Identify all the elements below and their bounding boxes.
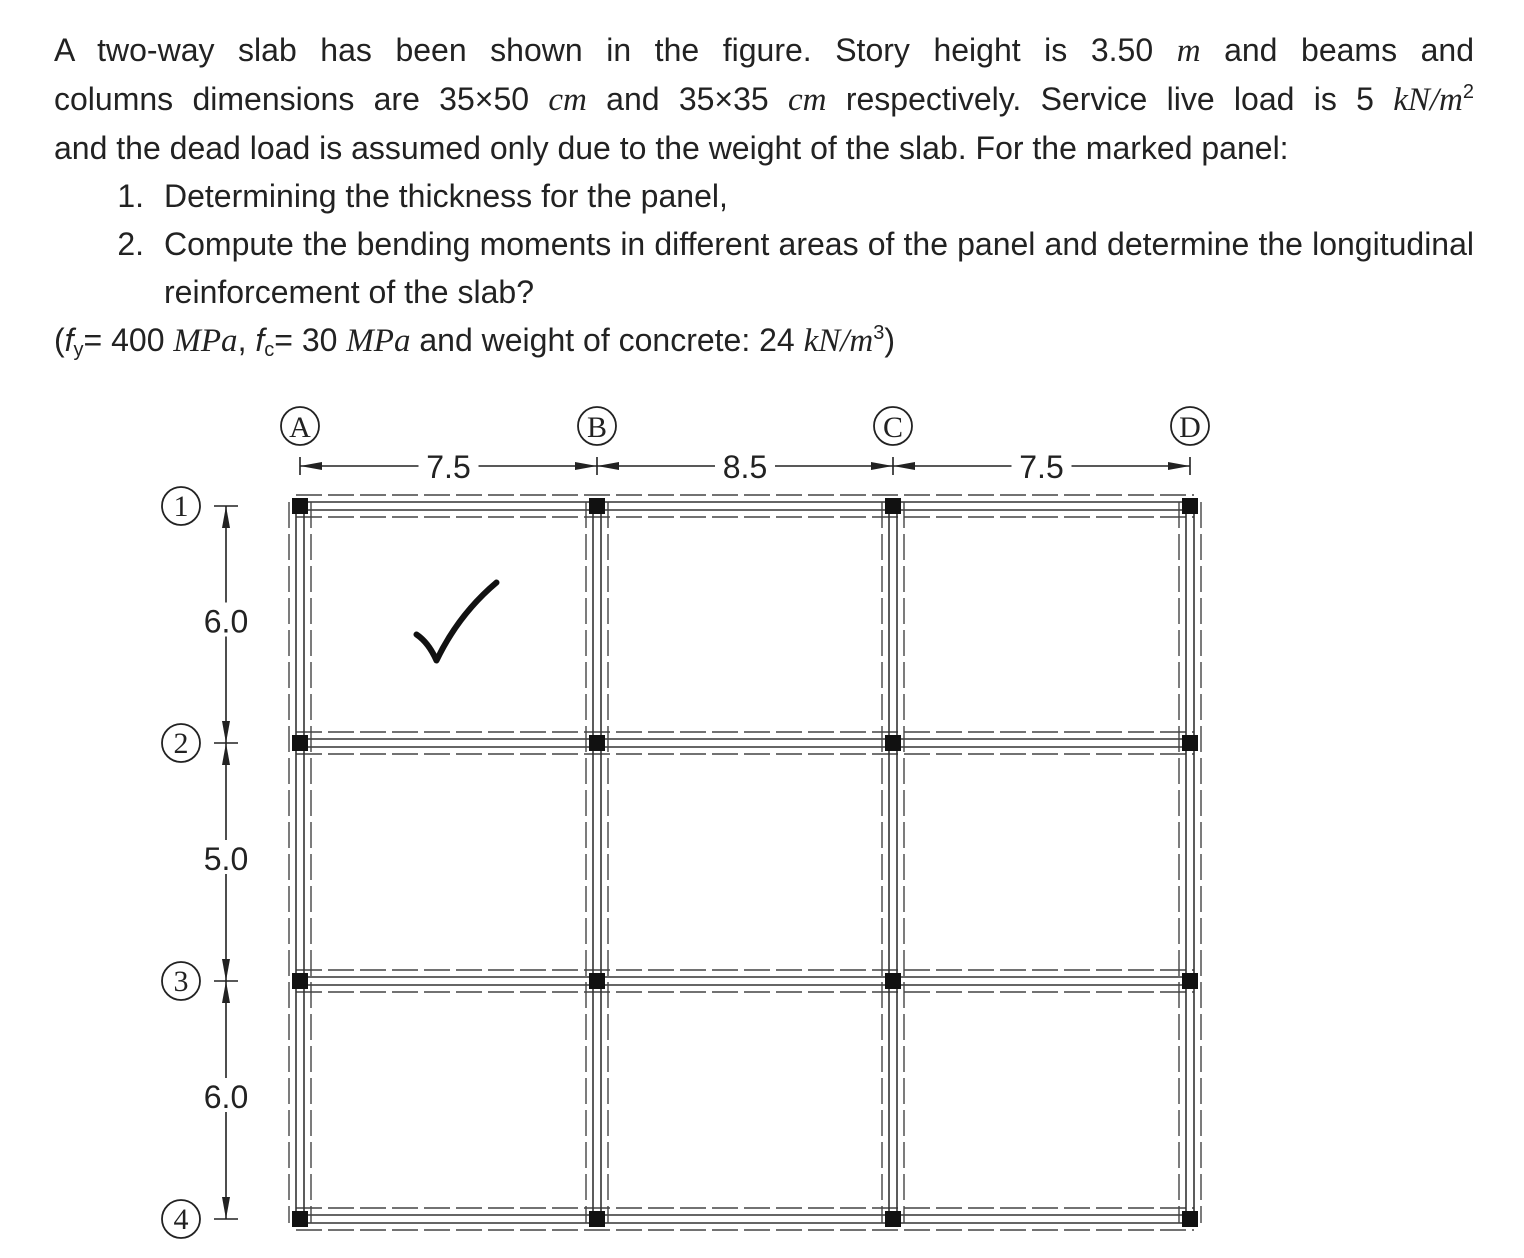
problem-line-3: and the dead load is assumed only due to the weight of the slab. For the marked panel: (54, 130, 1289, 166)
span-x-label-1: 7.5 (426, 449, 471, 485)
dimension-arrow-x (871, 462, 893, 470)
unit: cm (788, 82, 827, 118)
span-x-label-2: 8.5 (722, 449, 768, 485)
unit: m (1176, 33, 1201, 69)
grid-label-3: 3 (173, 965, 189, 998)
dimension-arrow-y (222, 506, 230, 528)
column-A1 (292, 498, 308, 514)
column-B4 (589, 1211, 605, 1227)
superscript: 2 (1462, 81, 1475, 103)
dimension-arrow-x (893, 462, 915, 470)
span-y-label-1: 6.0 (203, 603, 249, 640)
dimension-arrow-y (222, 981, 230, 1003)
task-text: Compute the bending moments in different areas of the panel and determine the longitudinal reinforcement of the slab? (164, 226, 1474, 310)
task-number: 2. (117, 226, 144, 262)
text: respectively. Service live load is 5 (826, 81, 1394, 117)
unit: kN/m (803, 323, 874, 359)
dimension-arrow-y (222, 743, 230, 765)
dimension-arrow-x (575, 462, 597, 470)
column-A4 (292, 1211, 308, 1227)
unit: MPa (346, 323, 411, 359)
column-A2 (292, 735, 308, 751)
subscript: c (264, 339, 275, 361)
column-B3 (589, 973, 605, 989)
column-B1 (589, 498, 605, 514)
grid-label-2: 2 (173, 727, 189, 760)
grid-label-4: 4 (173, 1203, 189, 1236)
text: and beams and (1200, 32, 1475, 68)
dimension-arrow-y (222, 721, 230, 743)
paren: ( (54, 322, 65, 358)
span-y-label-3: 6.0 (203, 1079, 249, 1115)
fy-value: = 400 (83, 322, 174, 358)
fc-value: = 30 (274, 322, 347, 358)
grid-label-C: C (882, 411, 904, 444)
column-D4 (1182, 1211, 1198, 1227)
text: and 35×35 (586, 81, 789, 117)
column-B2 (589, 735, 605, 751)
column-D1 (1182, 498, 1198, 514)
span-x-label-3: 7.5 (1019, 449, 1064, 485)
column-D3 (1182, 973, 1198, 989)
paren: ) (884, 322, 896, 358)
column-C4 (885, 1211, 901, 1227)
task-number: 1. (117, 178, 144, 214)
grid-label-1: 1 (173, 490, 189, 523)
fy-symbol: f (64, 322, 74, 358)
dimension-arrow-x (597, 462, 619, 470)
grid-label-A: A (289, 411, 311, 444)
column-C3 (885, 973, 901, 989)
grid-label-B: B (586, 411, 608, 444)
span-y-label-2: 5.0 (203, 841, 249, 877)
dimension-arrow-x (1168, 462, 1190, 470)
dimension-arrow-x (300, 462, 322, 470)
marked-panel-checkmark-icon (417, 583, 497, 661)
fc-symbol: f (255, 322, 265, 358)
dimension-arrow-y (222, 1197, 230, 1219)
concrete-weight-text: and weight of concrete: 24 (410, 322, 804, 358)
column-C1 (885, 498, 901, 514)
unit: MPa (173, 323, 238, 359)
grid-label-D: D (1179, 411, 1201, 444)
column-C2 (885, 735, 901, 751)
text: columns dimensions are 35×50 (54, 81, 549, 117)
superscript: 3 (873, 322, 885, 344)
task-text: Determining the thickness for the panel, (164, 178, 728, 214)
column-A3 (292, 973, 308, 989)
text: A two-way slab has been shown in the figure. Story height is 3.50 (54, 32, 1177, 68)
unit: cm (548, 82, 587, 118)
unit: kN/m (1393, 82, 1463, 118)
column-D2 (1182, 735, 1198, 751)
subscript: y (73, 339, 84, 361)
separator: , (237, 322, 256, 358)
dimension-arrow-y (222, 959, 230, 981)
